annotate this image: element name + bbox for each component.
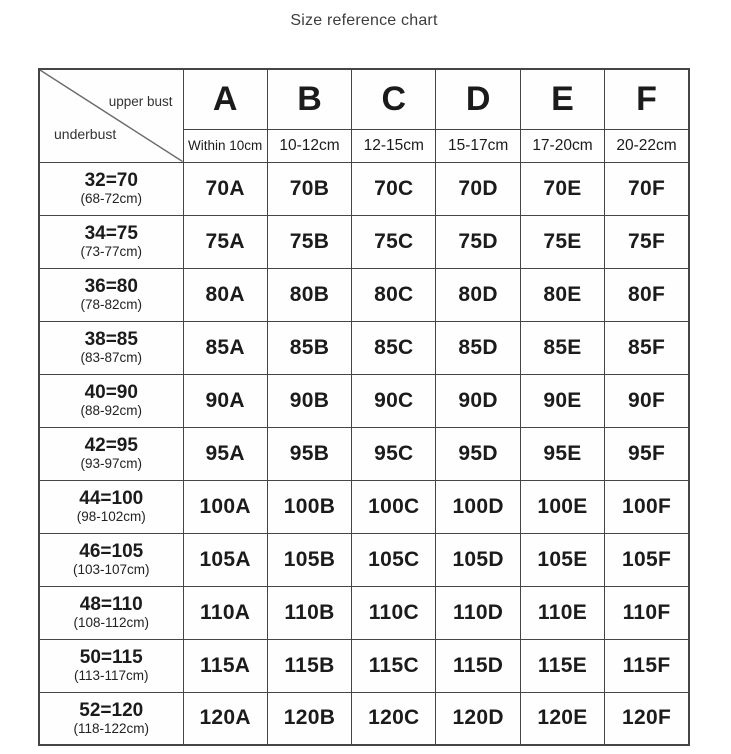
size-cell: 105E — [520, 533, 604, 586]
column-range-D: 15-17cm — [436, 129, 520, 162]
size-cell: 80E — [520, 268, 604, 321]
size-cell: 90E — [520, 374, 604, 427]
size-cell: 110B — [267, 586, 351, 639]
row-size-label: 42=95 — [84, 435, 138, 457]
size-cell: 75C — [352, 215, 436, 268]
row-range-label: (78-82cm) — [80, 297, 142, 312]
upper-bust-label: upper bust — [108, 94, 173, 109]
row-label-cell — [39, 321, 183, 374]
row-label-cell — [39, 533, 183, 586]
row-size-label: 36=80 — [84, 276, 138, 298]
size-cell: 105F — [605, 533, 689, 586]
size-chart — [38, 68, 690, 746]
size-cell: 70A — [183, 162, 267, 215]
row-label-cell — [39, 427, 183, 480]
table-row — [39, 215, 689, 268]
size-cell: 75B — [267, 215, 351, 268]
size-cell: 100E — [520, 480, 604, 533]
size-cell: 105B — [267, 533, 351, 586]
table-row — [39, 268, 689, 321]
size-cell: 85E — [520, 321, 604, 374]
row-range-label: (118-122cm) — [73, 720, 150, 736]
table-row — [39, 374, 689, 427]
table-header — [39, 69, 689, 162]
table-row — [39, 321, 689, 374]
column-letter-D: D — [436, 69, 520, 129]
row-range-label: (98-102cm) — [76, 509, 146, 524]
row-range-label: (88-92cm) — [80, 403, 142, 418]
row-label-cell — [39, 215, 183, 268]
size-cell: 75D — [436, 215, 520, 268]
table-body — [39, 162, 689, 745]
row-size-label: 40=90 — [84, 382, 138, 404]
size-cell: 70C — [352, 162, 436, 215]
corner-cell — [39, 69, 183, 162]
size-cell: 95E — [520, 427, 604, 480]
row-label-cell — [39, 162, 183, 215]
column-letter-C: C — [352, 69, 436, 129]
row-label-cell — [39, 374, 183, 427]
size-cell: 105D — [436, 533, 520, 586]
row-label-cell — [39, 639, 183, 692]
size-cell: 120B — [267, 692, 351, 745]
size-cell: 100F — [605, 480, 689, 533]
size-cell: 75F — [605, 215, 689, 268]
column-range-B: 10-12cm — [267, 129, 351, 162]
row-size-label: 38=85 — [84, 329, 138, 351]
column-letter-A: A — [183, 69, 267, 129]
size-cell: 85A — [183, 321, 267, 374]
size-cell: 100D — [436, 480, 520, 533]
size-cell: 80C — [352, 268, 436, 321]
size-cell: 90C — [352, 374, 436, 427]
row-size-label: 52=120 — [79, 699, 144, 721]
size-cell: 95D — [436, 427, 520, 480]
size-cell: 120D — [436, 692, 520, 745]
row-label-cell — [39, 268, 183, 321]
size-cell: 110A — [183, 586, 267, 639]
size-cell: 80F — [605, 268, 689, 321]
column-letter-E: E — [520, 69, 604, 129]
row-range-label: (103-107cm) — [72, 562, 150, 577]
size-cell: 120C — [352, 692, 436, 745]
size-cell: 90A — [183, 374, 267, 427]
size-cell: 80D — [436, 268, 520, 321]
table-row — [39, 162, 689, 215]
size-cell: 80B — [267, 268, 351, 321]
size-cell: 120A — [183, 692, 267, 745]
size-cell: 110D — [436, 586, 520, 639]
row-range-label: (113-117cm) — [73, 668, 149, 683]
size-cell: 105A — [183, 533, 267, 586]
table-row — [39, 427, 689, 480]
size-cell: 110C — [352, 586, 436, 639]
size-cell: 85C — [352, 321, 436, 374]
size-cell: 120E — [520, 692, 604, 745]
column-range-F: 20-22cm — [605, 129, 689, 162]
size-cell: 85B — [267, 321, 351, 374]
diagonal-line-icon — [40, 70, 183, 162]
row-range-label: (108-112cm) — [73, 615, 150, 630]
size-cell: 85D — [436, 321, 520, 374]
row-label-cell — [39, 586, 183, 639]
column-letter-B: B — [267, 69, 351, 129]
size-cell: 90F — [605, 374, 689, 427]
size-cell: 100B — [267, 480, 351, 533]
table-row — [39, 639, 689, 692]
row-size-label: 46=105 — [79, 541, 144, 563]
size-cell: 70D — [436, 162, 520, 215]
size-cell: 100A — [183, 480, 267, 533]
size-cell: 80A — [183, 268, 267, 321]
size-cell: 90D — [436, 374, 520, 427]
table-row — [39, 586, 689, 639]
row-size-label: 50=115 — [79, 647, 143, 669]
size-cell: 105C — [352, 533, 436, 586]
size-table — [38, 68, 690, 746]
row-range-label: (83-87cm) — [80, 350, 142, 365]
size-cell: 75A — [183, 215, 267, 268]
row-size-label: 34=75 — [84, 223, 138, 245]
table-row — [39, 692, 689, 745]
page-title: Size reference chart — [290, 12, 438, 29]
row-range-label: (93-97cm) — [80, 456, 142, 471]
column-range-E: 17-20cm — [520, 129, 604, 162]
underbust-label: underbust — [54, 125, 117, 142]
size-cell: 110F — [605, 586, 689, 639]
row-size-label: 48=110 — [79, 594, 143, 616]
size-cell: 100C — [352, 480, 436, 533]
column-letter-F: F — [605, 69, 689, 129]
size-cell: 115F — [605, 639, 689, 692]
size-cell: 85F — [605, 321, 689, 374]
row-size-label: 32=70 — [84, 170, 138, 192]
size-cell: 115B — [267, 639, 351, 692]
size-cell: 115D — [436, 639, 520, 692]
size-cell: 115C — [352, 639, 436, 692]
size-cell: 75E — [520, 215, 604, 268]
size-cell: 110E — [520, 586, 604, 639]
size-cell: 95B — [267, 427, 351, 480]
size-cell: 70F — [605, 162, 689, 215]
size-cell: 95A — [183, 427, 267, 480]
row-label-cell — [39, 692, 183, 745]
size-cell: 70B — [267, 162, 351, 215]
size-cell: 115A — [183, 639, 267, 692]
letter-header-row — [39, 69, 689, 129]
row-range-label: (73-77cm) — [80, 244, 142, 259]
size-cell: 90B — [267, 374, 351, 427]
row-label-cell — [39, 480, 183, 533]
size-cell: 115E — [520, 639, 604, 692]
column-range-A: Within 10cm — [183, 129, 267, 162]
size-cell: 95C — [352, 427, 436, 480]
row-size-label: 44=100 — [79, 488, 144, 510]
table-row — [39, 480, 689, 533]
row-range-label: (68-72cm) — [80, 191, 142, 206]
table-row — [39, 533, 689, 586]
size-cell: 120F — [605, 692, 689, 745]
size-cell: 70E — [520, 162, 604, 215]
size-cell: 95F — [605, 427, 689, 480]
column-range-C: 12-15cm — [352, 129, 436, 162]
